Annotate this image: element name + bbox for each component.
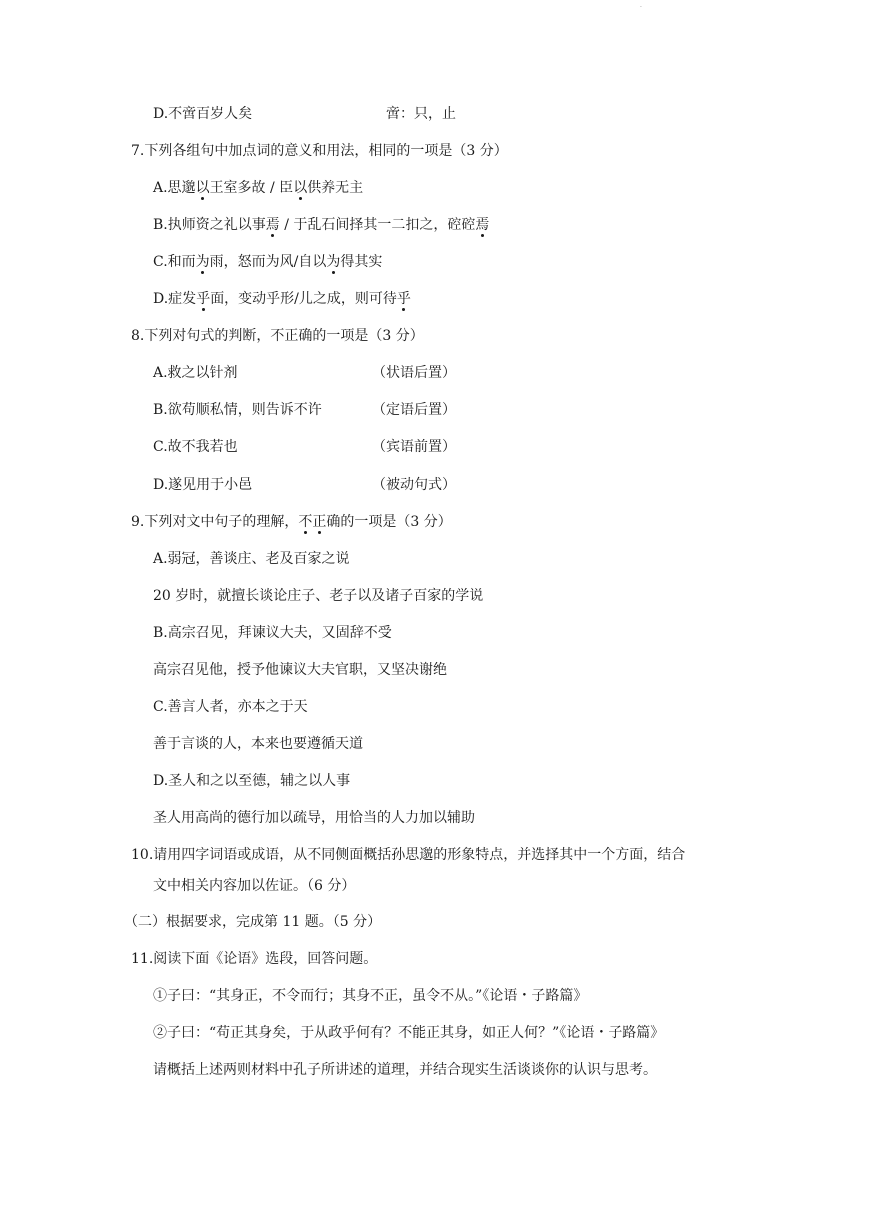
q9-option-c: C.善言人者，亦本之于天 (153, 699, 308, 715)
q9-option-b-explanation: 高宗召见他，授予他谏议大夫官职，又坚决谢绝 (153, 662, 447, 678)
page-top-mark: · (640, 4, 642, 11)
q9-option-b: B.高宗召见，拜谏议大夫，又固辞不受 (153, 625, 392, 641)
dotted-word: 焉 (265, 217, 280, 233)
q9-option-a-explanation: 20 岁时，就擅长谈论庄子、老子以及诸子百家的学说 (153, 588, 484, 604)
question-7-stem: 7.下列各组句中加点词的意义和用法，相同的一项是（3 分） (131, 143, 508, 159)
dotted-word: 为 (326, 254, 341, 270)
dotted-word: 乎 (196, 291, 211, 307)
dotted-word: 不 (298, 514, 313, 530)
section-2-heading: （二）根据要求，完成第 11 题。（5 分） (124, 914, 382, 930)
dotted-word: 正 (312, 514, 327, 530)
q8-option-a: A.救之以针剂 (153, 365, 238, 381)
q7-option-a: A.思邈以王室多故 / 臣以供养无主 (153, 180, 364, 196)
q9-option-d: D.圣人和之以至德，辅之以人事 (153, 773, 351, 789)
dotted-word: 以 (293, 180, 308, 196)
q11-prompt: 请概括上述两则材料中孔子所讲述的道理，并结合现实生活谈谈你的认识与思考。 (153, 1062, 657, 1078)
q8-option-b: B.欲苟顺私情，则告诉不许 (153, 402, 322, 418)
question-10-line2: 文中相关内容加以佐证。（6 分） (153, 878, 356, 894)
q9-option-d-explanation: 圣人用高尚的德行加以疏导，用恰当的人力加以辅助 (153, 810, 475, 826)
question-11-stem: 11.阅读下面《论语》选段，回答问题。 (131, 951, 378, 967)
dotted-word: 焉 (475, 217, 490, 233)
dotted-word: 为 (195, 254, 210, 270)
q8-option-b-type: （定语后置） (372, 402, 456, 418)
q6-option-d: D.不啻百岁人矣 (153, 106, 253, 122)
q8-option-d: D.遂见用于小邑 (153, 477, 253, 493)
question-9-stem: 9.下列对文中句子的理解，不正确的一项是（3 分） (131, 514, 452, 530)
q7-option-c: C.和而为雨，怒而为风/自以为得其实 (153, 254, 383, 270)
q8-option-c: C.故不我若也 (153, 439, 238, 455)
dotted-word: 以 (195, 180, 210, 196)
question-10-line1: 10.请用四字词语或成语，从不同侧面概括孙思邈的形象特点，并选择其中一个方面，结合 (131, 847, 686, 863)
q7-option-b: B.执师资之礼以事焉 / 于乱石间择其一二扣之，硿硿焉 (153, 217, 490, 233)
q7-option-d: D.症发乎面，变动乎形/儿之成，则可待乎 (153, 291, 411, 307)
q11-quote-1: ①子曰：“其身正，不令而行；其身不正，虽令不从。”《论语・子路篇》 (153, 988, 588, 1004)
q9-option-c-explanation: 善于言谈的人，本来也要遵循天道 (153, 736, 363, 752)
q8-option-d-type: （被动句式） (372, 477, 456, 493)
q6-option-d-note: 啻：只，止 (386, 106, 456, 122)
dotted-word: 乎 (396, 291, 411, 307)
q8-option-c-type: （宾语前置） (372, 439, 456, 455)
q11-quote-2: ②子曰：“苟正其身矣，于从政乎何有？不能正其身，如正人何？”《论语・子路篇》 (153, 1025, 665, 1041)
question-8-stem: 8.下列对句式的判断，不正确的一项是（3 分） (131, 328, 424, 344)
q8-option-a-type: （状语后置） (372, 365, 456, 381)
q9-option-a: A.弱冠，善谈庄、老及百家之说 (153, 551, 350, 567)
